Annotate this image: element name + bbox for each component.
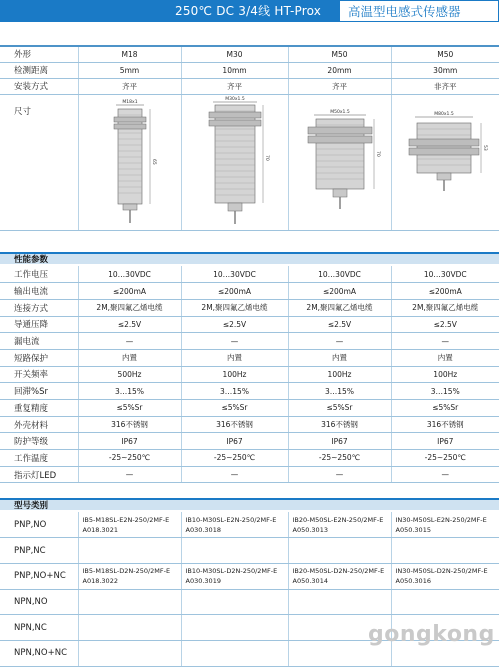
model-cell	[181, 640, 288, 666]
performance-row	[0, 299, 499, 316]
performance-value: -25~250℃	[181, 450, 288, 467]
model-row	[0, 589, 499, 615]
order-code: A018.3022	[82, 577, 118, 586]
performance-row	[0, 416, 499, 433]
model-type-label: PNP,NO	[0, 512, 78, 538]
dimension-row	[0, 94, 499, 230]
watermark: gongkong	[368, 622, 495, 647]
model-cell	[181, 512, 288, 538]
performance-value: 316不锈钢	[391, 416, 499, 433]
models-header	[0, 498, 499, 510]
performance-value: IP67	[181, 433, 288, 450]
model-type-label: PNP,NO+NC	[0, 563, 78, 589]
performance-label: 工作温度	[0, 450, 78, 467]
sensor-drawing-m50	[290, 95, 390, 227]
performance-row	[0, 366, 499, 383]
performance-value: 2M,聚四氟乙烯电缆	[391, 299, 499, 316]
performance-value: -25~250℃	[391, 450, 499, 467]
spec-value: 齐平	[78, 78, 181, 94]
order-code: A030.3019	[185, 577, 221, 586]
model-number: IB10-M30SL-D2N-250/2MF-E	[185, 567, 278, 576]
performance-value: 3…15%	[181, 383, 288, 400]
performance-label: 短路保护	[0, 349, 78, 366]
spec-value: M30	[181, 46, 288, 62]
sensor-drawing-m30	[183, 95, 287, 227]
spec-value: 齐平	[288, 78, 391, 94]
order-code: A050.3016	[395, 577, 431, 586]
model-type-label: NPN,NO	[0, 589, 78, 615]
spec-table	[0, 45, 499, 231]
model-cell	[78, 615, 181, 641]
performance-value: —	[181, 333, 288, 350]
model-cell	[391, 563, 499, 589]
dimension-label: 尺寸	[0, 94, 78, 230]
performance-value: —	[78, 333, 181, 350]
performance-value: ≤2.5V	[391, 316, 499, 333]
model-type-label: NPN,NC	[0, 615, 78, 641]
order-code: A030.3018	[185, 525, 221, 534]
performance-value: ≤2.5V	[288, 316, 391, 333]
model-cell	[288, 538, 391, 564]
performance-value: —	[78, 466, 181, 483]
performance-value: ≤200mA	[78, 283, 181, 300]
sensor-drawing-m18	[80, 95, 180, 227]
performance-label: 重复精度	[0, 400, 78, 417]
model-type-label: NPN,NO+NC	[0, 640, 78, 666]
performance-value: —	[391, 333, 499, 350]
performance-value: 2M,聚四氟乙烯电缆	[78, 299, 181, 316]
model-cell	[78, 538, 181, 564]
performance-value: 316不锈钢	[288, 416, 391, 433]
performance-value: 316不锈钢	[78, 416, 181, 433]
performance-row	[0, 400, 499, 417]
model-number: IN30-M50SL-E2N-250/2MF-E	[395, 515, 487, 524]
performance-value: —	[288, 466, 391, 483]
model-cell	[181, 615, 288, 641]
model-cell	[78, 640, 181, 666]
performance-value: -25~250℃	[288, 450, 391, 467]
spec-row	[0, 78, 499, 94]
performance-value: 316不锈钢	[181, 416, 288, 433]
performance-value: 100Hz	[288, 366, 391, 383]
order-code: A050.3014	[292, 577, 328, 586]
performance-value: 500Hz	[78, 366, 181, 383]
model-cell	[391, 512, 499, 538]
performance-label: 漏电流	[0, 333, 78, 350]
performance-value: 3…15%	[288, 383, 391, 400]
performance-value: 10…30VDC	[181, 266, 288, 283]
length-label: 65	[150, 159, 156, 165]
banner-tag: 高温型电感式传感器	[339, 0, 499, 22]
spec-label: 外形	[0, 46, 78, 62]
model-cell	[181, 589, 288, 615]
performance-label: 工作电压	[0, 266, 78, 283]
model-cell	[288, 512, 391, 538]
performance-value: ≤2.5V	[78, 316, 181, 333]
performance-row	[0, 349, 499, 366]
model-cell	[391, 538, 499, 564]
models-title: 型号类别	[14, 501, 49, 511]
performance-row	[0, 433, 499, 450]
sensor-drawing-m80	[393, 95, 497, 227]
performance-row	[0, 466, 499, 483]
performance-value: IP67	[288, 433, 391, 450]
spec-value: 非齐平	[391, 78, 499, 94]
performance-value: 10…30VDC	[391, 266, 499, 283]
order-code: A050.3013	[292, 525, 328, 534]
performance-value: -25~250℃	[78, 450, 181, 467]
spec-value: 5mm	[78, 62, 181, 78]
spec-value: M50	[288, 46, 391, 62]
dimension-drawing-m30	[181, 94, 288, 230]
model-cell	[78, 512, 181, 538]
performance-row	[0, 283, 499, 300]
performance-value: 3…15%	[391, 383, 499, 400]
order-code: A050.3015	[395, 525, 431, 534]
dimension-drawing-m18	[78, 94, 181, 230]
performance-value: 3…15%	[78, 383, 181, 400]
model-number: IB5-M18SL-E2N-250/2MF-E	[82, 515, 170, 524]
model-number: IB20-M50SL-E2N-250/2MF-E	[292, 515, 384, 524]
performance-table	[0, 266, 499, 483]
performance-value: —	[288, 333, 391, 350]
banner-title: 250℃ DC 3/4线 HT-Prox	[175, 4, 322, 18]
performance-value: 内置	[391, 349, 499, 366]
performance-value: 100Hz	[391, 366, 499, 383]
performance-value: —	[181, 466, 288, 483]
spec-value: 20mm	[288, 62, 391, 78]
model-cell	[181, 538, 288, 564]
model-cell	[78, 589, 181, 615]
spec-value: 30mm	[391, 62, 499, 78]
dimension-drawing-m50	[288, 94, 391, 230]
length-label: 70	[374, 151, 380, 157]
performance-row	[0, 450, 499, 467]
performance-value: ≤200mA	[288, 283, 391, 300]
performance-title: 性能参数	[14, 255, 49, 265]
performance-row	[0, 383, 499, 400]
performance-label: 外壳材料	[0, 416, 78, 433]
order-code: A018.3021	[82, 525, 118, 534]
spec-label: 安装方式	[0, 78, 78, 94]
model-type-label: PNP,NC	[0, 538, 78, 564]
performance-value: 内置	[288, 349, 391, 366]
performance-value: ≤5%Sr	[288, 400, 391, 417]
dimension-drawing-m80	[391, 94, 499, 230]
performance-label: 指示灯LED	[0, 466, 78, 483]
performance-value: 10…30VDC	[288, 266, 391, 283]
spec-row	[0, 46, 499, 62]
header-banner	[0, 0, 499, 22]
model-row	[0, 538, 499, 564]
model-number: IB10-M30SL-E2N-250/2MF-E	[185, 515, 277, 524]
performance-label: 开关频率	[0, 366, 78, 383]
performance-value: 内置	[181, 349, 288, 366]
performance-value: ≤5%Sr	[181, 400, 288, 417]
model-cell	[288, 563, 391, 589]
model-cell	[391, 589, 499, 615]
performance-label: 连接方式	[0, 299, 78, 316]
performance-header	[0, 252, 499, 264]
spec-value: M18	[78, 46, 181, 62]
thread-label: M30x1.5	[224, 97, 245, 102]
spec-row	[0, 62, 499, 78]
length-label: 70	[263, 155, 269, 161]
spec-value: M50	[391, 46, 499, 62]
thread-label: M80x1.5	[434, 112, 454, 117]
model-cell	[288, 589, 391, 615]
performance-label: 防护等级	[0, 433, 78, 450]
performance-value: IP67	[78, 433, 181, 450]
spec-value: 齐平	[181, 78, 288, 94]
performance-value: 100Hz	[181, 366, 288, 383]
performance-value: ≤2.5V	[181, 316, 288, 333]
performance-value: ≤200mA	[391, 283, 499, 300]
model-row	[0, 563, 499, 589]
performance-value: 2M,聚四氟乙烯电缆	[288, 299, 391, 316]
performance-label: 导通压降	[0, 316, 78, 333]
performance-row	[0, 316, 499, 333]
performance-label: 回滞%Sr	[0, 383, 78, 400]
model-row	[0, 512, 499, 538]
model-number: IB20-M50SL-D2N-250/2MF-E	[292, 567, 385, 576]
performance-value: ≤200mA	[181, 283, 288, 300]
performance-row	[0, 333, 499, 350]
performance-value: 10…30VDC	[78, 266, 181, 283]
thread-label: M50x1.5	[329, 110, 350, 115]
performance-value: —	[391, 466, 499, 483]
model-number: IB5-M18SL-D2N-250/2MF-E	[82, 567, 171, 576]
performance-value: IP67	[391, 433, 499, 450]
performance-value: 内置	[78, 349, 181, 366]
thread-label: M18x1	[121, 100, 138, 105]
performance-row	[0, 266, 499, 283]
length-label: 53	[482, 145, 488, 151]
performance-value: ≤5%Sr	[391, 400, 499, 417]
model-cell	[181, 563, 288, 589]
performance-label: 输出电流	[0, 283, 78, 300]
performance-value: ≤5%Sr	[78, 400, 181, 417]
model-cell	[78, 563, 181, 589]
spec-value: 10mm	[181, 62, 288, 78]
model-number: IN30-M50SL-D2N-250/2MF-E	[395, 567, 488, 576]
performance-value: 2M,聚四氟乙烯电缆	[181, 299, 288, 316]
spec-label: 检测距离	[0, 62, 78, 78]
